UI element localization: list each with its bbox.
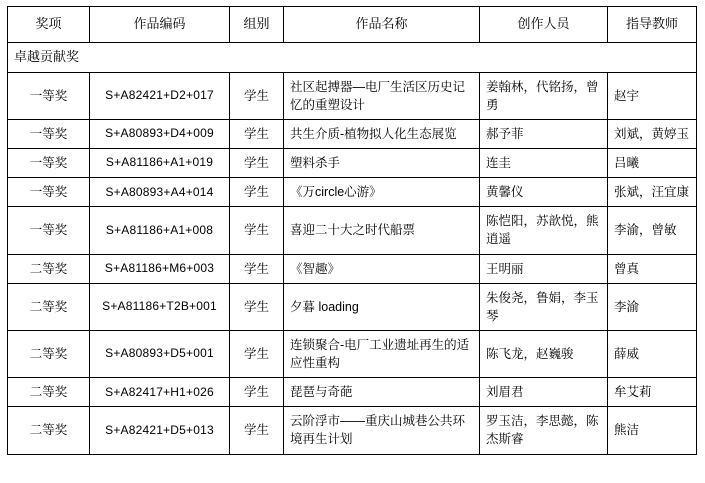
table-body [8, 42, 697, 454]
cell-code: S+A80893+D5+001 [90, 330, 230, 377]
cell-group: 学生 [230, 407, 284, 454]
cell-award: 二等奖 [8, 378, 90, 407]
cell-award: 二等奖 [8, 407, 90, 454]
cell-authors: 朱俊尧，鲁娟，李玉琴 [480, 283, 608, 330]
cell-award: 一等奖 [8, 178, 90, 207]
table-row [8, 378, 697, 407]
column-header-teacher: 指导教师 [608, 7, 697, 43]
column-header-authors: 创作人员 [480, 7, 608, 43]
cell-title: 塑料杀手 [284, 149, 480, 178]
cell-title: 共生介质-植物拟人化生态展览 [284, 119, 480, 148]
cell-group: 学生 [230, 207, 284, 254]
cell-award: 一等奖 [8, 119, 90, 148]
table-row [8, 254, 697, 283]
cell-teacher: 张斌，汪宜康 [608, 178, 697, 207]
cell-group: 学生 [230, 330, 284, 377]
table-row [8, 330, 697, 377]
column-header-title: 作品名称 [284, 7, 480, 43]
cell-teacher: 李渝 [608, 283, 697, 330]
cell-teacher: 熊洁 [608, 407, 697, 454]
section-row [8, 42, 697, 72]
cell-award: 一等奖 [8, 72, 90, 119]
cell-teacher: 薛威 [608, 330, 697, 377]
cell-teacher: 刘斌，黄婷玉 [608, 119, 697, 148]
section-label: 卓越贡献奖 [8, 42, 697, 72]
table-row [8, 72, 697, 119]
cell-authors: 罗玉洁，李思懿，陈杰斯睿 [480, 407, 608, 454]
table-header [8, 7, 697, 43]
table-row [8, 119, 697, 148]
column-header-code: 作品编码 [90, 7, 230, 43]
cell-title: 夕暮 loading [284, 283, 480, 330]
table-row [8, 407, 697, 454]
cell-group: 学生 [230, 378, 284, 407]
cell-group: 学生 [230, 254, 284, 283]
table-header-row [8, 7, 697, 43]
cell-authors: 黄馨仪 [480, 178, 608, 207]
cell-group: 学生 [230, 72, 284, 119]
cell-award: 二等奖 [8, 254, 90, 283]
cell-title: 云阶浮市——重庆山城巷公共环境再生计划 [284, 407, 480, 454]
cell-award: 一等奖 [8, 149, 90, 178]
cell-code: S+A80893+A4+014 [90, 178, 230, 207]
cell-authors: 陈飞龙，赵巍骏 [480, 330, 608, 377]
cell-code: S+A81186+M6+003 [90, 254, 230, 283]
cell-group: 学生 [230, 178, 284, 207]
column-header-group: 组别 [230, 7, 284, 43]
cell-teacher: 牟艾莉 [608, 378, 697, 407]
cell-authors: 刘眉君 [480, 378, 608, 407]
cell-award: 一等奖 [8, 207, 90, 254]
cell-title: 《智趣》 [284, 254, 480, 283]
cell-authors: 郝予菲 [480, 119, 608, 148]
cell-award: 二等奖 [8, 283, 90, 330]
cell-group: 学生 [230, 149, 284, 178]
cell-code: S+A81186+A1+008 [90, 207, 230, 254]
cell-code: S+A82421+D2+017 [90, 72, 230, 119]
cell-title: 连锁聚合-电厂工业遗址再生的适应性重构 [284, 330, 480, 377]
cell-teacher: 曾真 [608, 254, 697, 283]
cell-authors: 姜翰林，代铭扬，曾勇 [480, 72, 608, 119]
cell-teacher: 李渝，曾敏 [608, 207, 697, 254]
column-header-award: 奖项 [8, 7, 90, 43]
table-row [8, 283, 697, 330]
cell-teacher: 赵宇 [608, 72, 697, 119]
cell-title: 琵琶与奇葩 [284, 378, 480, 407]
cell-code: S+A81186+T2B+001 [90, 283, 230, 330]
cell-teacher: 吕曦 [608, 149, 697, 178]
cell-code: S+A81186+A1+019 [90, 149, 230, 178]
table-row [8, 207, 697, 254]
cell-authors: 王明丽 [480, 254, 608, 283]
table-row [8, 149, 697, 178]
cell-title: 社区起搏器—电厂生活区历史记忆的重塑设计 [284, 72, 480, 119]
award-table [7, 6, 697, 455]
table-row [8, 178, 697, 207]
cell-code: S+A82421+D5+013 [90, 407, 230, 454]
cell-authors: 陈恺阳，苏歆悦，熊逍遥 [480, 207, 608, 254]
cell-award: 二等奖 [8, 330, 90, 377]
cell-title: 《万circle心游》 [284, 178, 480, 207]
cell-title: 喜迎二十大之时代船票 [284, 207, 480, 254]
cell-code: S+A80893+D4+009 [90, 119, 230, 148]
cell-group: 学生 [230, 119, 284, 148]
cell-code: S+A82417+H1+026 [90, 378, 230, 407]
cell-group: 学生 [230, 283, 284, 330]
cell-authors: 连圭 [480, 149, 608, 178]
